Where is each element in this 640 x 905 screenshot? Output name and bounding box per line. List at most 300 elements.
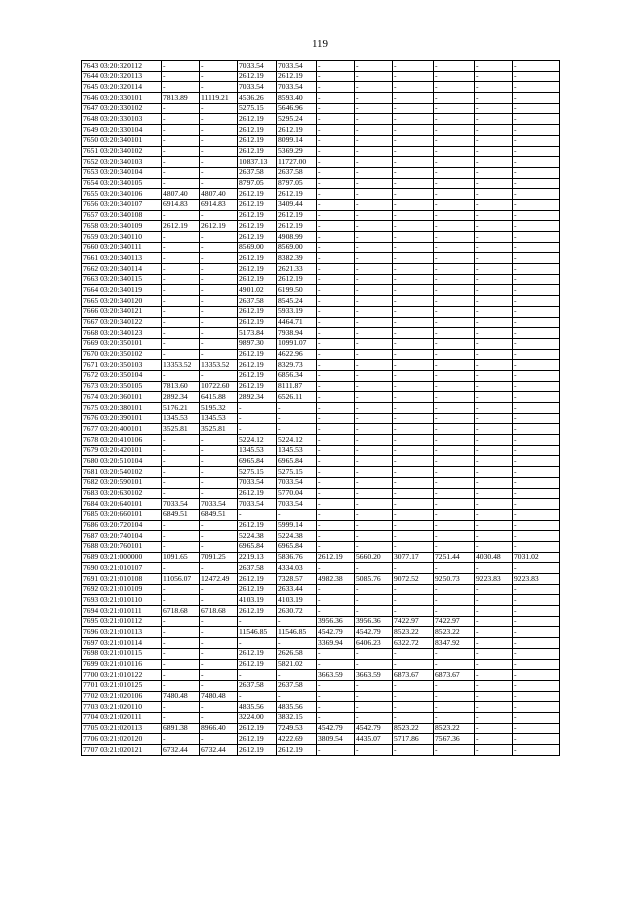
value-cell: - bbox=[200, 125, 238, 136]
value-cell: - bbox=[317, 242, 355, 253]
row-id-cell: 7701 03:21:010125 bbox=[82, 680, 162, 691]
value-cell: - bbox=[317, 467, 355, 478]
value-cell: 7033.54 bbox=[277, 499, 317, 510]
row-id-cell: 7675 03:20:380101 bbox=[82, 403, 162, 414]
value-cell: 2612.19 bbox=[238, 381, 277, 392]
value-cell: 2612.19 bbox=[238, 606, 277, 617]
value-cell: 3809.54 bbox=[317, 734, 355, 745]
value-cell: 6199.50 bbox=[277, 285, 317, 296]
value-cell: - bbox=[317, 264, 355, 275]
table-row bbox=[82, 638, 560, 649]
value-cell: - bbox=[355, 189, 393, 200]
value-cell: - bbox=[434, 338, 475, 349]
value-cell: 2612.19 bbox=[238, 648, 277, 659]
value-cell: 7813.60 bbox=[162, 381, 200, 392]
value-cell: 5660.20 bbox=[355, 552, 393, 563]
value-cell: 2612.19 bbox=[238, 520, 277, 531]
value-cell: - bbox=[200, 670, 238, 681]
value-cell: - bbox=[277, 424, 317, 435]
value-cell: 2637.58 bbox=[277, 167, 317, 178]
value-cell: 2219.13 bbox=[238, 552, 277, 563]
row-id-cell: 7700 03:21:010122 bbox=[82, 670, 162, 681]
value-cell: 2612.19 bbox=[238, 723, 277, 734]
value-cell: - bbox=[317, 541, 355, 552]
value-cell: - bbox=[200, 178, 238, 189]
value-cell: - bbox=[317, 499, 355, 510]
value-cell: - bbox=[434, 328, 475, 339]
row-id-cell: 7703 03:21:020110 bbox=[82, 702, 162, 713]
page-number: 119 bbox=[311, 38, 329, 50]
value-cell: 3224.00 bbox=[238, 712, 277, 723]
value-cell: - bbox=[238, 509, 277, 520]
value-cell: 7328.57 bbox=[277, 574, 317, 585]
value-cell: 4542.79 bbox=[355, 627, 393, 638]
value-cell: - bbox=[393, 370, 434, 381]
value-cell: - bbox=[513, 360, 560, 371]
value-cell: - bbox=[162, 296, 200, 307]
value-cell: 7031.02 bbox=[513, 552, 560, 563]
value-cell: - bbox=[513, 606, 560, 617]
row-id-cell: 7697 03:21:010114 bbox=[82, 638, 162, 649]
value-cell: 6718.68 bbox=[162, 606, 200, 617]
value-cell: - bbox=[317, 125, 355, 136]
value-cell: 5821.02 bbox=[277, 659, 317, 670]
value-cell: - bbox=[393, 210, 434, 221]
value-cell: 8329.73 bbox=[277, 360, 317, 371]
value-cell: - bbox=[513, 745, 560, 756]
value-cell: - bbox=[434, 210, 475, 221]
value-cell: 6914.83 bbox=[162, 199, 200, 210]
value-cell: 7480.48 bbox=[162, 691, 200, 702]
value-cell: - bbox=[317, 745, 355, 756]
value-cell: - bbox=[475, 520, 513, 531]
value-cell: 4542.79 bbox=[317, 723, 355, 734]
value-cell: - bbox=[434, 285, 475, 296]
value-cell: - bbox=[393, 659, 434, 670]
row-id-cell: 7673 03:20:350105 bbox=[82, 381, 162, 392]
value-cell: 2630.72 bbox=[277, 606, 317, 617]
value-cell: 4835.56 bbox=[238, 702, 277, 713]
value-cell: - bbox=[355, 317, 393, 328]
value-cell: - bbox=[434, 392, 475, 403]
value-cell: 4542.79 bbox=[355, 723, 393, 734]
value-cell: - bbox=[162, 61, 200, 72]
value-cell: - bbox=[355, 135, 393, 146]
value-cell: - bbox=[434, 178, 475, 189]
value-cell: 10837.13 bbox=[238, 157, 277, 168]
value-cell: 4807.40 bbox=[162, 189, 200, 200]
table-row bbox=[82, 595, 560, 606]
value-cell: - bbox=[434, 381, 475, 392]
value-cell: - bbox=[317, 424, 355, 435]
value-cell: 5295.24 bbox=[277, 114, 317, 125]
value-cell: - bbox=[434, 93, 475, 104]
value-cell: - bbox=[355, 509, 393, 520]
value-cell: - bbox=[434, 488, 475, 499]
value-cell: 8099.14 bbox=[277, 135, 317, 146]
table-row bbox=[82, 670, 560, 681]
table-row bbox=[82, 691, 560, 702]
table-row bbox=[82, 712, 560, 723]
value-cell: - bbox=[355, 712, 393, 723]
value-cell: - bbox=[355, 648, 393, 659]
value-cell: - bbox=[434, 114, 475, 125]
row-id-cell: 7679 03:20:420101 bbox=[82, 445, 162, 456]
value-cell: - bbox=[513, 103, 560, 114]
value-cell: 3077.17 bbox=[393, 552, 434, 563]
value-cell: 7480.48 bbox=[200, 691, 238, 702]
value-cell: - bbox=[513, 157, 560, 168]
table-row bbox=[82, 424, 560, 435]
value-cell: 8347.92 bbox=[434, 638, 475, 649]
value-cell: - bbox=[513, 467, 560, 478]
value-cell: - bbox=[475, 82, 513, 93]
value-cell: 8797.05 bbox=[238, 178, 277, 189]
table-row bbox=[82, 403, 560, 414]
value-cell: - bbox=[475, 125, 513, 136]
value-cell: - bbox=[434, 135, 475, 146]
row-id-cell: 7674 03:20:360101 bbox=[82, 392, 162, 403]
value-cell: - bbox=[393, 499, 434, 510]
value-cell: 6322.72 bbox=[393, 638, 434, 649]
table-row bbox=[82, 509, 560, 520]
value-cell: 2612.19 bbox=[238, 659, 277, 670]
value-cell: 6526.11 bbox=[277, 392, 317, 403]
value-cell: - bbox=[475, 210, 513, 221]
value-cell: - bbox=[317, 317, 355, 328]
value-cell: - bbox=[162, 616, 200, 627]
value-cell: - bbox=[434, 82, 475, 93]
value-cell: - bbox=[393, 712, 434, 723]
value-cell: - bbox=[317, 61, 355, 72]
value-cell: - bbox=[162, 285, 200, 296]
value-cell: 6914.83 bbox=[200, 199, 238, 210]
value-cell: 3409.44 bbox=[277, 199, 317, 210]
value-cell: - bbox=[475, 659, 513, 670]
value-cell: - bbox=[355, 296, 393, 307]
value-cell: - bbox=[162, 595, 200, 606]
value-cell: - bbox=[200, 531, 238, 542]
value-cell: - bbox=[393, 745, 434, 756]
value-cell: - bbox=[162, 338, 200, 349]
value-cell: - bbox=[475, 317, 513, 328]
value-cell: - bbox=[475, 242, 513, 253]
value-cell: - bbox=[317, 403, 355, 414]
value-cell: 2612.19 bbox=[277, 71, 317, 82]
table-row bbox=[82, 264, 560, 275]
value-cell: - bbox=[475, 264, 513, 275]
value-cell: - bbox=[475, 638, 513, 649]
row-id-cell: 7681 03:20:540102 bbox=[82, 467, 162, 478]
value-cell: - bbox=[317, 221, 355, 232]
value-cell: - bbox=[475, 616, 513, 627]
value-cell: 6873.67 bbox=[393, 670, 434, 681]
value-cell: - bbox=[475, 531, 513, 542]
value-cell: - bbox=[434, 499, 475, 510]
value-cell: 2612.19 bbox=[238, 135, 277, 146]
table-row bbox=[82, 221, 560, 232]
table-row bbox=[82, 103, 560, 114]
table-row bbox=[82, 467, 560, 478]
value-cell: - bbox=[393, 221, 434, 232]
value-cell: - bbox=[434, 125, 475, 136]
value-cell: 5173.84 bbox=[238, 328, 277, 339]
value-cell: 8111.87 bbox=[277, 381, 317, 392]
value-cell: - bbox=[513, 210, 560, 221]
row-id-cell: 7653 03:20:340104 bbox=[82, 167, 162, 178]
value-cell: - bbox=[513, 563, 560, 574]
value-cell: 9897.30 bbox=[238, 338, 277, 349]
value-cell: - bbox=[162, 680, 200, 691]
value-cell: - bbox=[475, 499, 513, 510]
value-cell: - bbox=[475, 563, 513, 574]
value-cell: - bbox=[317, 103, 355, 114]
row-id-cell: 7682 03:20:590101 bbox=[82, 477, 162, 488]
value-cell: - bbox=[475, 509, 513, 520]
value-cell: - bbox=[277, 403, 317, 414]
table-row bbox=[82, 135, 560, 146]
value-cell: - bbox=[162, 445, 200, 456]
value-cell: - bbox=[162, 71, 200, 82]
value-cell: - bbox=[162, 712, 200, 723]
value-cell: - bbox=[317, 296, 355, 307]
value-cell: - bbox=[317, 93, 355, 104]
value-cell: - bbox=[393, 360, 434, 371]
value-cell: 2612.19 bbox=[317, 552, 355, 563]
value-cell: - bbox=[355, 232, 393, 243]
value-cell: - bbox=[475, 114, 513, 125]
table-row bbox=[82, 477, 560, 488]
value-cell: 6965.84 bbox=[277, 456, 317, 467]
row-id-cell: 7670 03:20:350102 bbox=[82, 349, 162, 360]
row-id-cell: 7664 03:20:340119 bbox=[82, 285, 162, 296]
value-cell: - bbox=[317, 712, 355, 723]
value-cell: - bbox=[393, 702, 434, 713]
row-id-cell: 7668 03:20:340123 bbox=[82, 328, 162, 339]
value-cell: - bbox=[355, 306, 393, 317]
value-cell: - bbox=[200, 702, 238, 713]
value-cell: 8569.00 bbox=[277, 242, 317, 253]
value-cell: 11546.85 bbox=[238, 627, 277, 638]
row-id-cell: 7654 03:20:340105 bbox=[82, 178, 162, 189]
value-cell: 5836.76 bbox=[277, 552, 317, 563]
value-cell: - bbox=[162, 146, 200, 157]
value-cell: 4334.03 bbox=[277, 563, 317, 574]
value-cell: 6732.44 bbox=[200, 745, 238, 756]
value-cell: 7033.54 bbox=[238, 477, 277, 488]
value-cell: - bbox=[513, 477, 560, 488]
value-cell: - bbox=[162, 328, 200, 339]
value-cell: - bbox=[200, 71, 238, 82]
value-cell: 2612.19 bbox=[238, 221, 277, 232]
value-cell: - bbox=[162, 306, 200, 317]
table-row bbox=[82, 178, 560, 189]
value-cell: - bbox=[475, 61, 513, 72]
value-cell: - bbox=[434, 520, 475, 531]
value-cell: - bbox=[434, 264, 475, 275]
value-cell: 2612.19 bbox=[238, 317, 277, 328]
value-cell: - bbox=[393, 456, 434, 467]
value-cell: - bbox=[475, 584, 513, 595]
value-cell: - bbox=[317, 435, 355, 446]
table-row bbox=[82, 574, 560, 585]
table-row bbox=[82, 680, 560, 691]
row-id-cell: 7645 03:20:320114 bbox=[82, 82, 162, 93]
value-cell: - bbox=[513, 296, 560, 307]
value-cell: - bbox=[475, 403, 513, 414]
value-cell: 5646.96 bbox=[277, 103, 317, 114]
value-cell: - bbox=[317, 167, 355, 178]
table-row bbox=[82, 285, 560, 296]
table-row bbox=[82, 456, 560, 467]
value-cell: - bbox=[162, 467, 200, 478]
value-cell: 2612.19 bbox=[238, 253, 277, 264]
value-cell: 5195.32 bbox=[200, 403, 238, 414]
value-cell: - bbox=[355, 71, 393, 82]
value-cell: - bbox=[200, 253, 238, 264]
value-cell: - bbox=[513, 274, 560, 285]
value-cell: 2612.19 bbox=[238, 114, 277, 125]
value-cell: 7033.54 bbox=[238, 61, 277, 72]
value-cell: - bbox=[513, 424, 560, 435]
value-cell: 9223.83 bbox=[475, 574, 513, 585]
value-cell: - bbox=[162, 125, 200, 136]
value-cell: - bbox=[162, 232, 200, 243]
value-cell: 7091.25 bbox=[200, 552, 238, 563]
value-cell: - bbox=[513, 403, 560, 414]
value-cell: - bbox=[475, 338, 513, 349]
row-id-cell: 7705 03:21:020113 bbox=[82, 723, 162, 734]
value-cell: - bbox=[355, 424, 393, 435]
value-cell: - bbox=[355, 328, 393, 339]
value-cell: - bbox=[200, 445, 238, 456]
value-cell: - bbox=[513, 253, 560, 264]
value-cell: - bbox=[200, 370, 238, 381]
value-cell: 4835.56 bbox=[277, 702, 317, 713]
table-row bbox=[82, 616, 560, 627]
value-cell: - bbox=[393, 232, 434, 243]
value-cell: - bbox=[513, 584, 560, 595]
value-cell: - bbox=[434, 445, 475, 456]
value-cell: - bbox=[317, 477, 355, 488]
value-cell: 2637.58 bbox=[238, 167, 277, 178]
value-cell: 13353.52 bbox=[200, 360, 238, 371]
value-cell: - bbox=[355, 93, 393, 104]
value-cell: - bbox=[277, 509, 317, 520]
value-cell: 9250.73 bbox=[434, 574, 475, 585]
value-cell: - bbox=[393, 61, 434, 72]
value-cell: - bbox=[355, 199, 393, 210]
row-id-cell: 7702 03:21:020106 bbox=[82, 691, 162, 702]
value-cell: - bbox=[317, 210, 355, 221]
value-cell: - bbox=[475, 595, 513, 606]
value-cell: - bbox=[162, 702, 200, 713]
row-id-cell: 7665 03:20:340120 bbox=[82, 296, 162, 307]
value-cell: - bbox=[200, 520, 238, 531]
value-cell: - bbox=[475, 285, 513, 296]
value-cell: - bbox=[162, 135, 200, 146]
value-cell: 2612.19 bbox=[238, 360, 277, 371]
value-cell: - bbox=[200, 638, 238, 649]
value-cell: 2612.19 bbox=[238, 274, 277, 285]
value-cell: 7422.97 bbox=[393, 616, 434, 627]
row-id-cell: 7677 03:20:400101 bbox=[82, 424, 162, 435]
value-cell: - bbox=[475, 232, 513, 243]
value-cell: - bbox=[513, 680, 560, 691]
value-cell: - bbox=[355, 467, 393, 478]
value-cell: - bbox=[513, 93, 560, 104]
value-cell: - bbox=[475, 670, 513, 681]
row-id-cell: 7660 03:20:340111 bbox=[82, 242, 162, 253]
value-cell: - bbox=[475, 627, 513, 638]
value-cell: - bbox=[434, 691, 475, 702]
value-cell: - bbox=[162, 157, 200, 168]
value-cell: - bbox=[434, 712, 475, 723]
value-cell: - bbox=[355, 563, 393, 574]
value-cell: - bbox=[434, 61, 475, 72]
value-cell: - bbox=[513, 659, 560, 670]
value-cell: - bbox=[238, 616, 277, 627]
value-cell: - bbox=[513, 114, 560, 125]
value-cell: - bbox=[238, 691, 277, 702]
value-cell: - bbox=[393, 445, 434, 456]
value-cell: - bbox=[277, 691, 317, 702]
value-cell: 2626.58 bbox=[277, 648, 317, 659]
value-cell: - bbox=[317, 338, 355, 349]
value-cell: - bbox=[162, 477, 200, 488]
value-cell: - bbox=[200, 264, 238, 275]
table-row bbox=[82, 306, 560, 317]
value-cell: 2637.58 bbox=[238, 680, 277, 691]
value-cell: - bbox=[475, 541, 513, 552]
value-cell: - bbox=[162, 435, 200, 446]
row-id-cell: 7704 03:21:020111 bbox=[82, 712, 162, 723]
value-cell: - bbox=[355, 360, 393, 371]
value-cell: - bbox=[434, 370, 475, 381]
value-cell: - bbox=[393, 285, 434, 296]
row-id-cell: 7667 03:20:340122 bbox=[82, 317, 162, 328]
value-cell: - bbox=[317, 199, 355, 210]
value-cell: - bbox=[355, 253, 393, 264]
value-cell: - bbox=[200, 114, 238, 125]
value-cell: - bbox=[434, 360, 475, 371]
value-cell: - bbox=[475, 648, 513, 659]
value-cell: - bbox=[355, 349, 393, 360]
value-cell: - bbox=[162, 734, 200, 745]
table-row bbox=[82, 242, 560, 253]
row-id-cell: 7671 03:20:350103 bbox=[82, 360, 162, 371]
value-cell: - bbox=[513, 531, 560, 542]
value-cell: - bbox=[355, 445, 393, 456]
table-row bbox=[82, 360, 560, 371]
value-cell: - bbox=[355, 146, 393, 157]
value-cell: - bbox=[434, 306, 475, 317]
value-cell: - bbox=[317, 285, 355, 296]
value-cell: - bbox=[277, 638, 317, 649]
value-cell: - bbox=[317, 328, 355, 339]
value-cell: - bbox=[200, 317, 238, 328]
value-cell: - bbox=[317, 456, 355, 467]
value-cell: - bbox=[513, 232, 560, 243]
value-cell: - bbox=[355, 584, 393, 595]
value-cell: - bbox=[200, 61, 238, 72]
value-cell: 7251.44 bbox=[434, 552, 475, 563]
row-id-cell: 7656 03:20:340107 bbox=[82, 199, 162, 210]
value-cell: - bbox=[513, 370, 560, 381]
value-cell: - bbox=[355, 61, 393, 72]
value-cell: - bbox=[513, 178, 560, 189]
row-id-cell: 7690 03:21:010107 bbox=[82, 563, 162, 574]
